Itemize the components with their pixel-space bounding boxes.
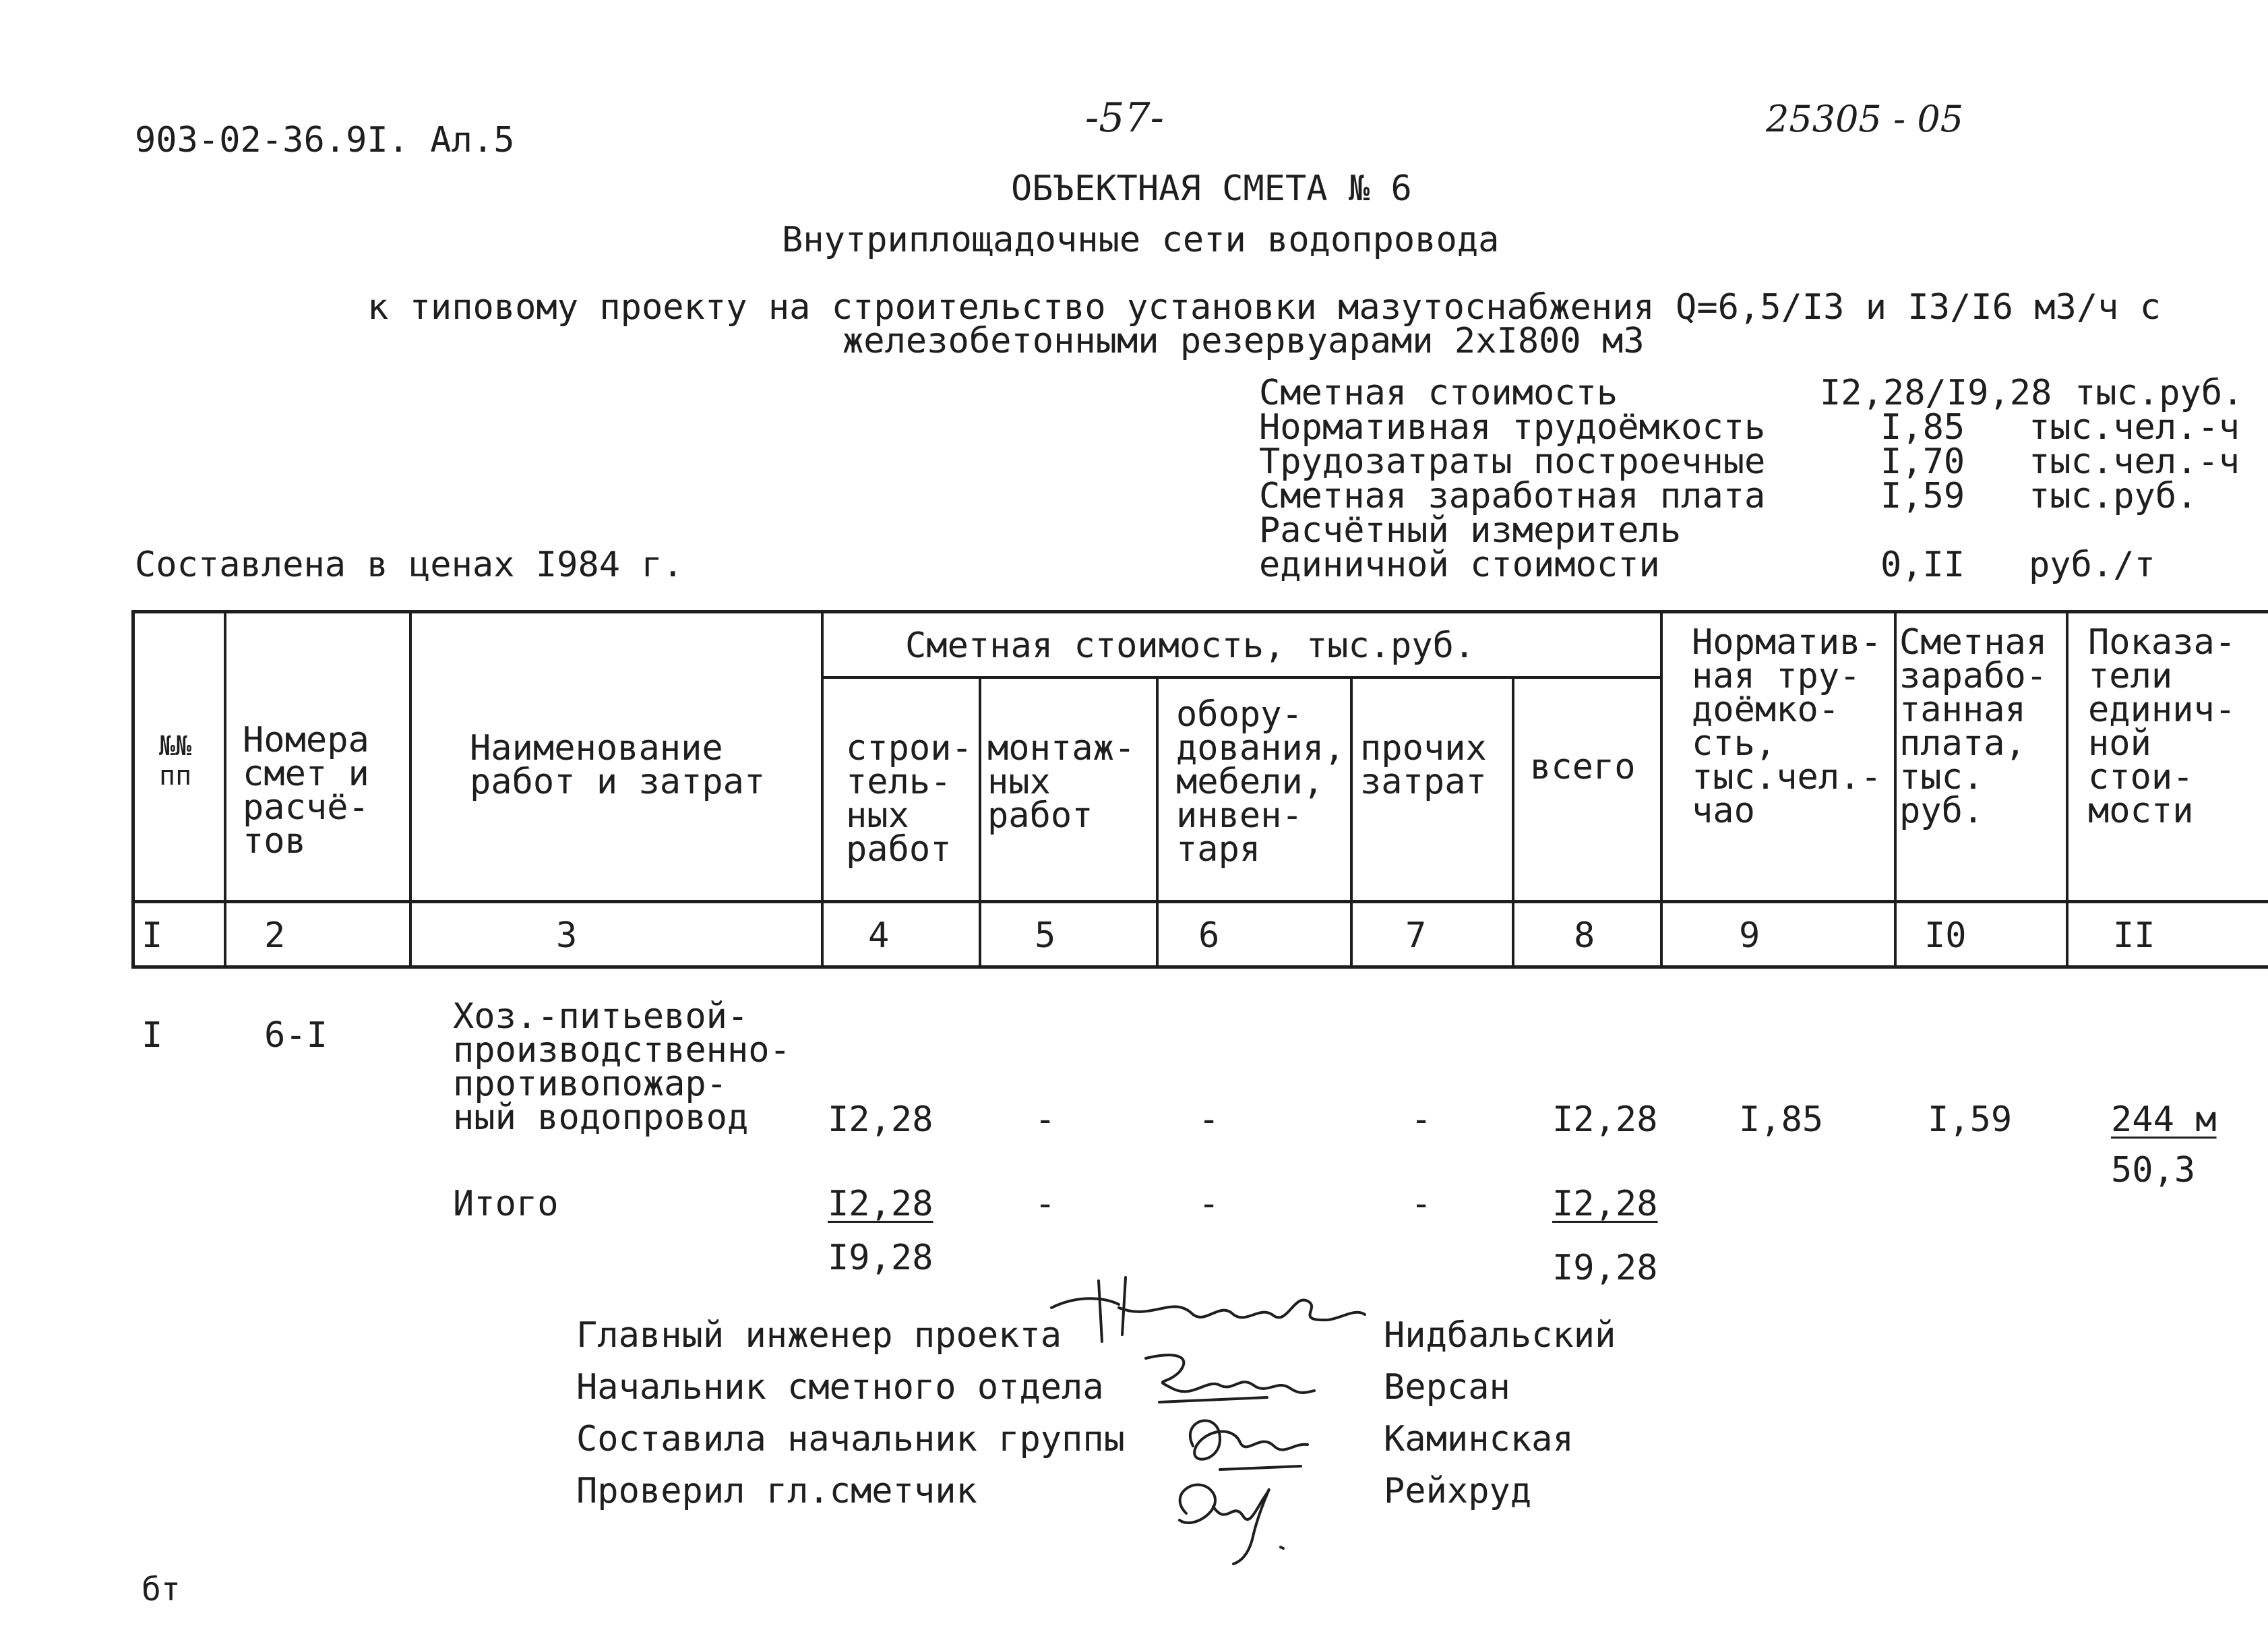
column-number: 3 [556,915,578,956]
summary-label-wages: Сметная заработная плата [1259,476,1766,516]
column-number: 7 [1405,915,1427,956]
inventory-number: 25305 - 05 [1766,98,1964,140]
row-reference: 6-I [264,1015,328,1056]
column-number: 2 [264,915,286,956]
col-divider-8 [1660,610,1663,969]
col-divider-1 [224,610,226,969]
summary-unit-wages: тыс.руб. [2029,476,2198,516]
summary-unit-site-labor: тыс.чел.-ч [2029,442,2240,482]
summary-value-cost: I2,28/I9,28 [1820,373,2052,413]
column-number: 5 [1035,915,1056,956]
total-sum-secondary: I9,28 [1552,1248,1658,1288]
col-divider-2 [409,610,412,969]
row-wages: I,59 [1928,1099,2013,1140]
handwritten-signature-chief-engineer [1038,1267,1375,1348]
header-col7: прочих затрат [1360,728,1487,802]
summary-label-labor: Нормативная трудоёмкость [1259,407,1766,448]
signature-name: Каминская [1384,1419,1574,1459]
project-description-line2: железобетонными резервуарами 2хI800 м3 [842,321,1645,361]
column-number: 9 [1739,915,1760,956]
signature-name: Рейхруд [1384,1471,1532,1511]
prices-note: Составлена в ценах I984 г. [135,545,683,585]
row-total: I2,28 [1552,1099,1658,1140]
total-installation: - [1035,1184,1056,1224]
summary-value-labor: I,85 [1880,407,1965,448]
header-col5: монтаж- ных работ [987,728,1136,836]
summary-unit-labor: тыс.чел.-ч [2029,407,2240,448]
header-col6: обору- дования, мебели, инвен- таря [1176,694,1345,870]
col-divider-6 [1350,676,1353,969]
row-unit-indicator: 244 м [2111,1099,2217,1140]
handwritten-signature-chief-estimator [1159,1466,1308,1567]
table-top-border [131,610,2268,613]
summary-label-cost: Сметная стоимость [1259,373,1618,413]
total-equipment: - [1198,1184,1220,1224]
header-col9: Норматив- ная тру- доёмко- сть, тыс.чел.- чао [1692,622,1882,831]
estimate-title: ОБЪЕКТНАЯ СМЕТА № 6 [1011,169,1412,209]
row-labor: I,85 [1739,1099,1824,1140]
table-left-border [131,610,135,969]
summary-label-site-labor: Трудозатраты построечные [1259,442,1766,482]
column-number: I [142,915,163,956]
header-col4: строи- тель- ных работ [846,728,973,870]
estimate-subtitle: Внутриплощадочные сети водопровода [782,220,1500,260]
header-col11: Показа- тели единич- ной стои- мости [2088,622,2236,831]
header-col1: №№ пп [159,731,192,791]
col-divider-4 [979,676,981,969]
total-other: - [1411,1184,1432,1224]
handwritten-signature-estimates-head [1132,1338,1321,1412]
col-divider-9 [1894,610,1897,969]
row-name: Хоз.-питьевой- производственно- противопожар- ный водопровод [453,996,791,1138]
col-divider-7 [1512,676,1514,969]
header-col8: всего [1530,747,1636,787]
page-number: -57- [1085,94,1164,142]
header-col10: Сметная зарабо- танная плата, тыс. руб. [1899,622,2048,831]
total-construction: I2,28 [828,1184,933,1224]
header-col2: Номера смет и расчё- тов [243,720,369,862]
column-number: 8 [1574,915,1595,956]
footer-mark: бт [142,1571,181,1608]
col-divider-3 [821,610,824,969]
cost-group-divider [821,676,1660,679]
row-unit-indicator-secondary: 50,3 [2111,1150,2196,1190]
total-construction-secondary: I9,28 [828,1238,933,1278]
signature-role: Составила начальник группы [576,1419,1125,1459]
row-installation: - [1035,1099,1056,1140]
project-description-line1: к типовому проекту на строительство установки мазутоснабжения Q=6,5/I3 и I3/I6 м3/ч с [367,287,2162,328]
summary-label-unit-cost: единичной стоимости [1259,545,1660,585]
summary-unit-unit-cost: руб./т [2029,545,2155,585]
signature-role: Проверил гл.сметчик [576,1471,977,1511]
summary-label-meter: Расчётный измеритель [1259,510,1682,551]
row-equipment: - [1198,1099,1220,1140]
signature-name: Версан [1384,1367,1510,1408]
column-number: I0 [1924,915,1967,956]
header-bottom-border [131,900,2268,903]
col-divider-5 [1156,676,1159,969]
signature-role: Главный инженер проекта [576,1315,1062,1356]
column-numbers-bottom-border [131,965,2268,969]
total-label: Итого [453,1184,559,1224]
summary-unit-cost: тыс.руб. [2075,373,2244,413]
column-number: 6 [1198,915,1220,956]
signature-role: Начальник сметного отдела [576,1367,1104,1408]
signature-name: Нидбальский [1384,1315,1616,1356]
row-number: I [142,1015,163,1056]
total-sum: I2,28 [1552,1184,1658,1224]
summary-value-unit-cost: 0,II [1880,545,1965,585]
summary-value-wages: I,59 [1880,476,1965,516]
column-number: 4 [868,915,890,956]
header-cost-group: Сметная стоимость, тыс.руб. [905,626,1475,666]
column-number: II [2113,915,2155,956]
row-other: - [1411,1099,1432,1140]
header-col3: Наименование работ и затрат [470,728,766,802]
document-code: 903-02-36.9I. Ал.5 [135,120,515,160]
row-construction: I2,28 [828,1099,933,1140]
summary-value-site-labor: I,70 [1880,442,1965,482]
col-divider-10 [2066,610,2068,969]
